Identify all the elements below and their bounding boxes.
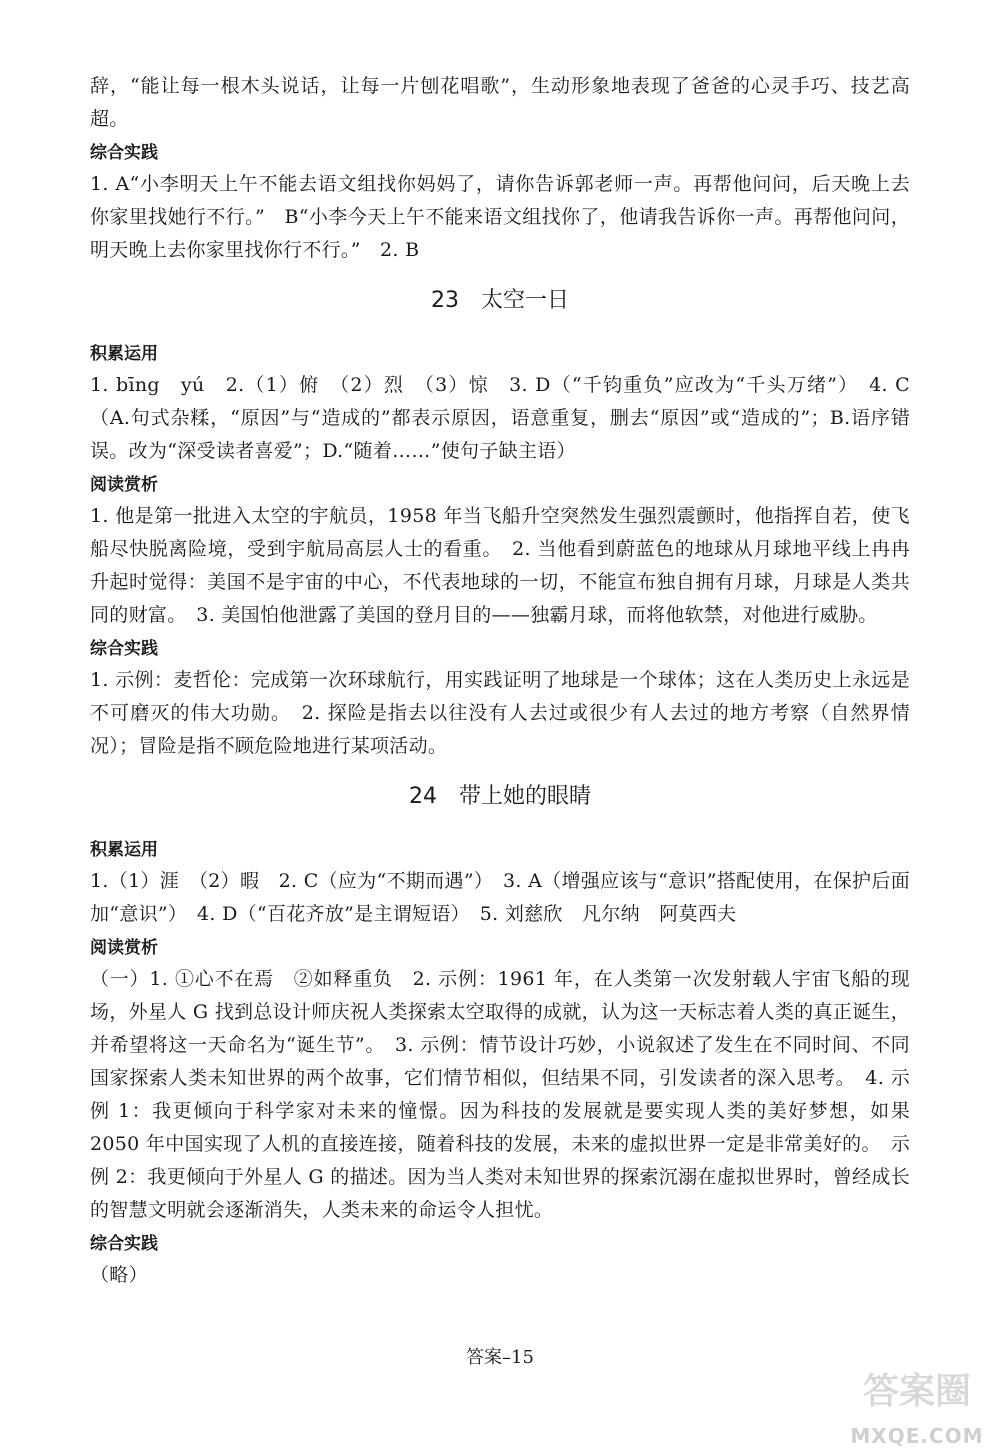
lesson-title-23 [90, 285, 910, 317]
paragraph-accumulation: 1.（1）涯 （2）暇 2. C（应为“不期而遇”） 3. A（增强应该与“意识”搭配使用，在保护后面加“意识”） 4. D（“百花齐放”是主谓短语） 5. 刘慈欣 凡尔纳 阿莫西夫 [90, 870, 910, 925]
lesson-name: 太空一日 [480, 288, 569, 313]
watermark-logo: 答案圈 [862, 1371, 971, 1412]
section-heading-reading: 阅读赏析 [90, 475, 158, 495]
lesson-title-24 [90, 781, 910, 813]
section-heading-practice: 综合实践 [90, 1234, 158, 1254]
paragraph-accumulation: 1. bīng yú 2.（1）俯 （2）烈 （3）惊 3. D（“千钧重负”应改为“千头万绪”） 4. C（A.句式杂糅，“原因”与“造成的”都表示原因，语意重复，删去“原因”或“造成的”；B.语序错误。改为“深受读者喜爱”；D.“随着……”使句子缺主语） [90, 374, 910, 462]
paragraph-practice: （略） [90, 1264, 148, 1286]
section-heading-accumulation: 积累运用 [90, 344, 158, 364]
section-heading-reading: 阅读赏析 [90, 938, 158, 958]
paragraph-reading: （一）1. ①心不在焉 ②如释重负 2. 示例：1961 年，在人类第一次发射载人宇宙飞船的现场，外星人 G 找到总设计师庆祝人类探索太空取得的成就，认为这一天标志着人类的真正诞生，并希望将这一天命名为“诞生节”。 3. 示例：情节设计巧妙，小说叙述了发生在不同时间、不同国家探索人类未知世界的两个故事，它们情节相似，但结果不同，引发读者的深入思考。 4. 示例 1：我更倾向于科学家对未来的憧憬。因为科技的发展就是要实现人类的美好梦想，如果 2050 年中国实现了人机的直接连接，随着科技的发展，未来的虚拟世界一定是非常美好的。 示例 2：我更倾向于外星人 G 的描述。因为当人类对未知世界的探索沉溺在虚拟世界时，曾经成长的智慧文明就会逐渐消失，人类未来的命运令人担忧。 [90, 968, 910, 1221]
lesson-name: 带上她的眼睛 [458, 784, 591, 809]
paragraph-practice: 1. 示例：麦哲伦：完成第一次环球航行，用实践证明了地球是一个球体；这在人类历史上永远是不可磨灭的伟大功勋。 2. 探险是指去以往没有人去过或很少有人去过的地方考察（自然界情况）；冒险是指不顾危险地进行某项活动。 [90, 669, 910, 757]
section-heading-practice: 综合实践 [90, 639, 158, 659]
watermark [842, 1370, 992, 1448]
watermark-text: MXQE.COM [850, 1424, 984, 1448]
lesson-number: 24 [408, 784, 437, 809]
section-heading-accumulation: 积累运用 [90, 840, 158, 860]
paragraph-practice: 1. A“小李明天上午不能去语文组找你妈妈了，请你告诉郭老师一声。再帮他问问，后天晚上去你家里找她行不行。” B“小李今天上午不能来语文组找你了，他请我告诉你一声。再帮他问问，明天晚上去你家里找你行不行。” 2. B [90, 173, 910, 261]
page-number: 答案–15 [466, 1347, 534, 1368]
lesson-number: 23 [430, 288, 459, 313]
section-heading-practice: 综合实践 [90, 143, 158, 163]
paragraph-reading: 1. 他是第一批进入太空的宇航员，1958 年当飞船升空突然发生强烈震颤时，他指挥自若，使飞船尽快脱离险境，受到宇航局高层人士的看重。 2. 当他看到蔚蓝色的地球从月球地平线上冉冉升起时觉得：美国不是宇宙的中心，不代表地球的一切，不能宣布独自拥有月球，月球是人类共同的财富。 3. 美国怕他泄露了美国的登月目的——独霸月球，而将他软禁，对他进行威胁。 [90, 505, 910, 626]
paragraph-continued: 辞，“能让每一根木头说话，让每一片刨花唱歌”，生动形象地表现了爸爸的心灵手巧、技艺高超。 [90, 75, 910, 130]
answer-page [90, 70, 910, 1292]
